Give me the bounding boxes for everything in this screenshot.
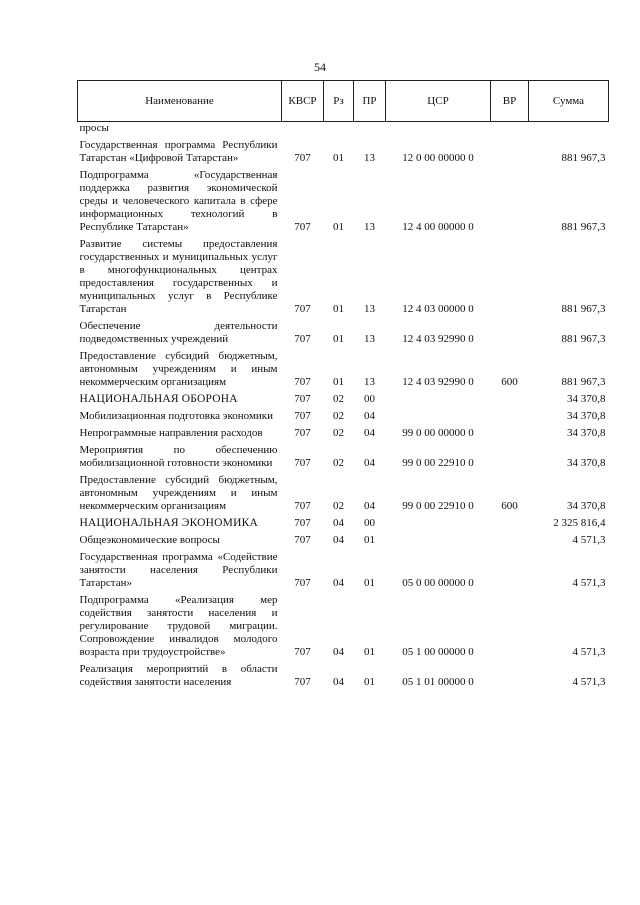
- cell-kvsr: 707: [294, 500, 311, 512]
- cell-csr: 99 0 00 22910 0: [402, 500, 474, 512]
- cell-pr: [354, 122, 386, 136]
- table-row: [78, 316, 609, 346]
- header-name: Наименование: [78, 81, 282, 122]
- table-row: [78, 547, 609, 590]
- cell-kvsr: 707: [294, 427, 311, 439]
- page-number: 54: [314, 60, 326, 74]
- cell-vr: [491, 547, 529, 590]
- table-row: [78, 389, 609, 406]
- cell-pr: 13: [364, 376, 375, 388]
- cell-kvsr: 707: [294, 676, 311, 688]
- cell-kvsr: 707: [294, 517, 311, 529]
- cell-csr: 12 4 03 92990 0: [402, 333, 474, 345]
- cell-name: Подпрограмма «Реализация мер содействия занятости населения и регулирование трудовой миграции. Сопровождение инвалидов молодого возраста при трудоустройстве»: [79, 594, 278, 658]
- cell-rz: 04: [333, 577, 344, 589]
- cell-pr: 13: [364, 303, 375, 315]
- cell-rz: 01: [333, 221, 344, 233]
- cell-csr: 05 0 00 00000 0: [402, 577, 474, 589]
- cell-rz: 02: [333, 410, 344, 422]
- cell-kvsr: 707: [294, 303, 311, 315]
- cell-name: Непрограммные направления расходов: [79, 427, 263, 439]
- cell-name: НАЦИОНАЛЬНАЯ ОБОРОНА: [79, 393, 238, 405]
- cell-vr: [491, 165, 529, 234]
- table-row: [78, 122, 609, 136]
- cell-kvsr: [282, 122, 324, 136]
- cell-vr: [491, 406, 529, 423]
- cell-rz: 01: [333, 376, 344, 388]
- cell-vr: [491, 530, 529, 547]
- cell-csr: 05 1 01 00000 0: [402, 676, 474, 688]
- cell-rz: 04: [333, 676, 344, 688]
- cell-sum: 4 571,3: [572, 577, 606, 589]
- cell-kvsr: 707: [294, 393, 311, 405]
- cell-rz: 04: [333, 534, 344, 546]
- cell-sum: 881 967,3: [561, 376, 606, 388]
- cell-rz: 04: [333, 517, 344, 529]
- cell-vr: 600: [501, 376, 518, 388]
- cell-sum: 881 967,3: [561, 303, 606, 315]
- cell-name: Мобилизационная подготовка экономики: [79, 410, 274, 422]
- cell-vr: [491, 135, 529, 165]
- cell-vr: [491, 440, 529, 470]
- table-row: [78, 346, 609, 389]
- cell-name: Развитие системы предоставления государственных и муниципальных услуг в многофункциональных центрах предоставления государственных и муниципальных услуг в Республике Татарстан: [79, 238, 278, 315]
- cell-sum: 4 571,3: [572, 534, 606, 546]
- cell-pr: 01: [364, 534, 375, 546]
- cell-kvsr: 707: [294, 646, 311, 658]
- cell-csr: 12 0 00 00000 0: [402, 152, 474, 164]
- cell-vr: [491, 122, 529, 136]
- cell-sum: 4 571,3: [572, 676, 606, 688]
- cell-pr: 13: [364, 221, 375, 233]
- cell-pr: 04: [364, 500, 375, 512]
- cell-sum: 4 571,3: [572, 646, 606, 658]
- cell-sum: 2 325 816,4: [553, 517, 606, 529]
- cell-rz: 01: [333, 303, 344, 315]
- cell-vr: [491, 423, 529, 440]
- cell-sum: 34 370,8: [567, 393, 606, 405]
- cell-csr: [386, 122, 491, 136]
- cell-pr: 13: [364, 333, 375, 345]
- cell-pr: 13: [364, 152, 375, 164]
- cell-rz: 02: [333, 393, 344, 405]
- table-row: [78, 440, 609, 470]
- table-row: [78, 513, 609, 530]
- cell-name: просы: [79, 122, 109, 134]
- table-row: [78, 659, 609, 689]
- header-sum: Сумма: [529, 81, 609, 122]
- cell-vr: [491, 659, 529, 689]
- cell-sum: [529, 122, 609, 136]
- cell-name: Государственная программа Республики Татарстан «Цифровой Татарстан»: [79, 139, 278, 164]
- cell-csr: 99 0 00 00000 0: [402, 427, 474, 439]
- table-row: [78, 530, 609, 547]
- cell-sum: 34 370,8: [567, 410, 606, 422]
- cell-name: Государственная программа «Содействие занятости населения Республики Татарстан»: [79, 551, 278, 589]
- cell-pr: 01: [364, 676, 375, 688]
- cell-sum: 881 967,3: [561, 221, 606, 233]
- cell-kvsr: 707: [294, 221, 311, 233]
- cell-kvsr: 707: [294, 457, 311, 469]
- header-pr: ПР: [354, 81, 386, 122]
- cell-rz: 04: [333, 646, 344, 658]
- cell-name: Предоставление субсидий бюджетным, автономным учреждениям и иным некоммерческим организациям: [79, 474, 278, 512]
- cell-vr: [491, 513, 529, 530]
- cell-kvsr: 707: [294, 534, 311, 546]
- cell-name: Подпрограмма «Государственная поддержка развития экономической среды и человеческого капитала в сфере информационных технологий в Республике Татарстан»: [79, 169, 278, 233]
- cell-name: Обеспечение деятельности подведомственных учреждений: [79, 320, 278, 345]
- cell-sum: 34 370,8: [567, 500, 606, 512]
- cell-csr: 99 0 00 22910 0: [402, 457, 474, 469]
- cell-pr: 00: [364, 393, 375, 405]
- cell-name: НАЦИОНАЛЬНАЯ ЭКОНОМИКА: [79, 517, 258, 529]
- cell-pr: 01: [364, 577, 375, 589]
- table-row: [78, 234, 609, 316]
- table-row: [78, 165, 609, 234]
- table-header-row: [78, 81, 609, 122]
- budget-table: [77, 80, 609, 689]
- cell-vr: [491, 389, 529, 406]
- table-row: [78, 590, 609, 659]
- cell-vr: [491, 316, 529, 346]
- cell-csr: 05 1 00 00000 0: [402, 646, 474, 658]
- cell-rz: 01: [333, 333, 344, 345]
- cell-csr: [386, 389, 491, 406]
- cell-vr: [491, 590, 529, 659]
- table-row: [78, 470, 609, 513]
- cell-kvsr: 707: [294, 376, 311, 388]
- cell-name: Общеэкономические вопросы: [79, 534, 220, 546]
- cell-pr: 04: [364, 410, 375, 422]
- cell-pr: 01: [364, 646, 375, 658]
- cell-sum: 34 370,8: [567, 427, 606, 439]
- cell-kvsr: 707: [294, 577, 311, 589]
- cell-kvsr: 707: [294, 333, 311, 345]
- cell-rz: 02: [333, 457, 344, 469]
- cell-kvsr: 707: [294, 152, 311, 164]
- header-vr: ВР: [491, 81, 529, 122]
- cell-csr: 12 4 03 00000 0: [402, 303, 474, 315]
- table-body: [78, 122, 609, 690]
- cell-csr: [386, 513, 491, 530]
- cell-csr: [386, 406, 491, 423]
- header-rz: Рз: [324, 81, 354, 122]
- table-row: [78, 135, 609, 165]
- cell-pr: 04: [364, 427, 375, 439]
- cell-vr: [491, 234, 529, 316]
- cell-name: Мероприятия по обеспечению мобилизационной готовности экономики: [79, 444, 278, 469]
- table-row: [78, 406, 609, 423]
- cell-sum: 881 967,3: [561, 152, 606, 164]
- cell-vr: 600: [501, 500, 518, 512]
- header-csr: ЦСР: [386, 81, 491, 122]
- cell-sum: 881 967,3: [561, 333, 606, 345]
- cell-name: Реализация мероприятий в области содействия занятости населения: [79, 663, 278, 688]
- cell-rz: [324, 122, 354, 136]
- cell-rz: 02: [333, 500, 344, 512]
- cell-pr: 04: [364, 457, 375, 469]
- cell-sum: 34 370,8: [567, 457, 606, 469]
- cell-csr: 12 4 03 92990 0: [402, 376, 474, 388]
- cell-csr: 12 4 00 00000 0: [402, 221, 474, 233]
- cell-pr: 00: [364, 517, 375, 529]
- cell-kvsr: 707: [294, 410, 311, 422]
- cell-csr: [386, 530, 491, 547]
- cell-rz: 02: [333, 427, 344, 439]
- cell-name: Предоставление субсидий бюджетным, автономным учреждениям и иным некоммерческим организациям: [79, 350, 278, 388]
- cell-rz: 01: [333, 152, 344, 164]
- header-kvsr: КВСР: [282, 81, 324, 122]
- table-row: [78, 423, 609, 440]
